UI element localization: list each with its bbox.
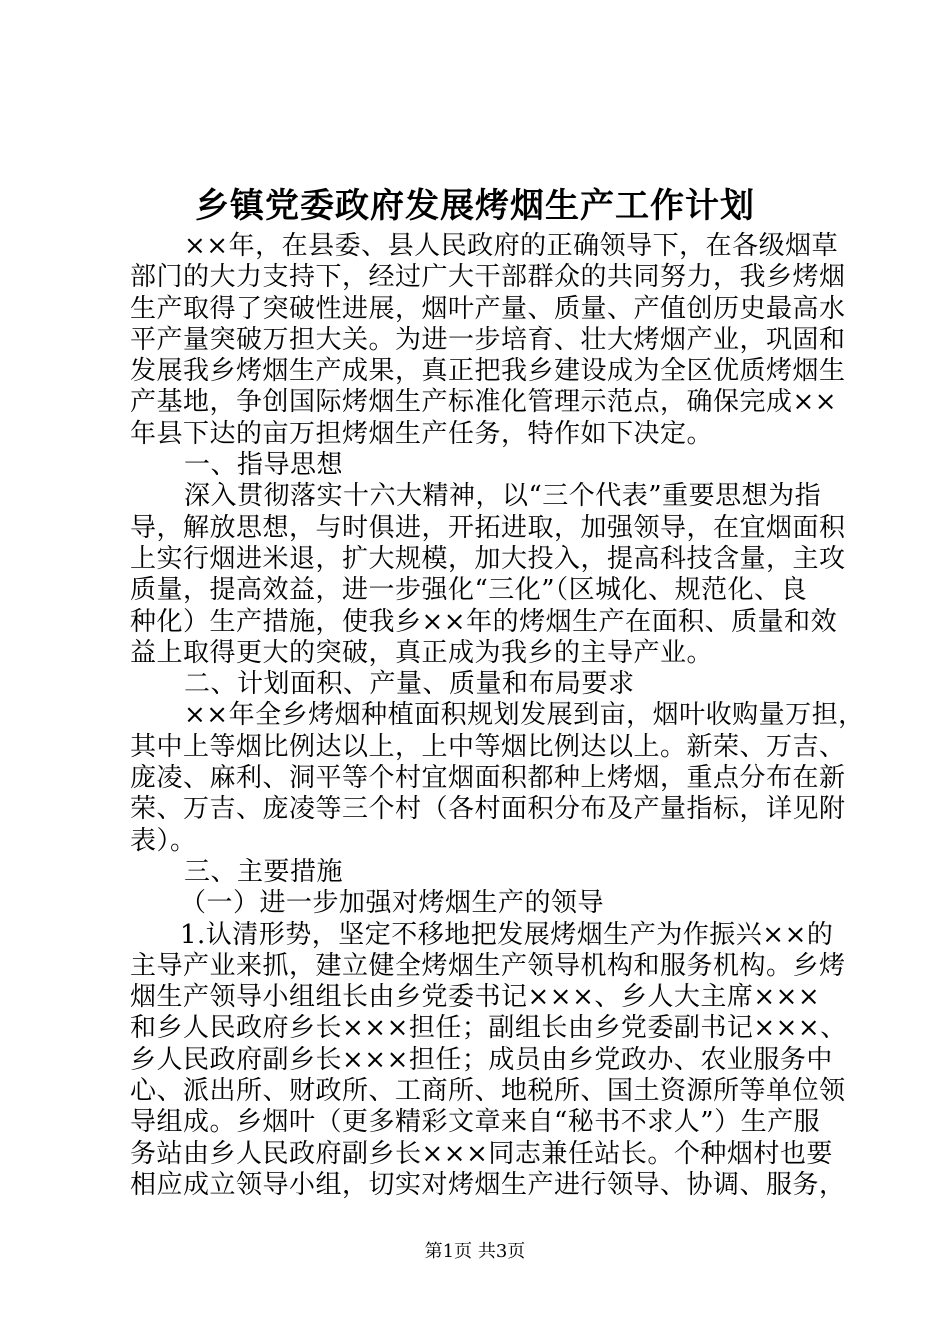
paragraph-line: 表）。 <box>130 825 197 856</box>
paragraph-line: 庞凌、麻利、洞平等个村宜烟面积都种上烤烟，重点分布在新 <box>130 763 846 794</box>
paragraph-line: 部门的大力支持下，经过广大干部群众的共同努力，我乡烤烟 <box>130 262 846 293</box>
paragraph-line: 烟生产领导小组组长由乡党委书记×××、乡人大主席××× <box>130 982 821 1013</box>
paragraph-line: 和乡人民政府乡长×××担任；副组长由乡党委副书记×××、 <box>130 1013 847 1044</box>
section-heading: 三、主要措施 <box>184 856 344 887</box>
section-heading: 二、计划面积、产量、质量和布局要求 <box>184 669 635 700</box>
paragraph-line: 主导产业来抓，建立健全烤烟生产领导机构和服务机构。乡烤 <box>130 950 846 981</box>
section-heading: 一、指导思想 <box>184 450 344 481</box>
paragraph-line: 务站由乡人民政府副乡长×××同志兼任站长。个种烟村也要 <box>130 1138 833 1169</box>
paragraph-line: 产基地，争创国际烤烟生产标准化管理示范点，确保完成×× <box>130 387 838 418</box>
paragraph-line: 种化）生产措施，使我乡××年的烤烟生产在面积、质量和效 <box>130 606 838 637</box>
paragraph-line: ××年，在县委、县人民政府的正确领导下，在各级烟草 <box>184 231 839 261</box>
paragraph-line: 深入贯彻落实十六大精神，以“三个代表”重要思想为指 <box>184 481 822 512</box>
paragraph-line: 益上取得更大的突破，真正成为我乡的主导产业。 <box>130 637 714 668</box>
subsection-heading: （一）进一步加强对烤烟生产的领导 <box>180 888 605 919</box>
document-body <box>130 231 865 1201</box>
paragraph-line: 导，解放思想，与时俱进，开拓进取，加强领导，在宜烟面积 <box>130 512 846 543</box>
paragraph-line: 质量，提高效益，进一步强化“三化”（区城化、规范化、良 <box>130 575 808 606</box>
paragraph-line: 乡人民政府副乡长×××担任；成员由乡党政办、农业服务中 <box>130 1044 833 1075</box>
paragraph-line: 心、派出所、财政所、工商所、地税所、国土资源所等单位领 <box>130 1076 846 1107</box>
page-footer: 第1页 共3页 <box>424 1241 526 1262</box>
paragraph-line: 发展我乡烤烟生产成果，真正把我乡建设成为全区优质烤烟生 <box>130 356 846 387</box>
document-title: 乡镇党委政府发展烤烟生产工作计划 <box>195 186 755 226</box>
paragraph-line: 其中上等烟比例达以上，上中等烟比例达以上。新荣、万吉、 <box>130 731 846 762</box>
paragraph-line: 1.认清形势，坚定不移地把发展烤烟生产为作振兴××的 <box>180 919 834 950</box>
paragraph-line: 平产量突破万担大关。为进一步培育、壮大烤烟产业，巩固和 <box>130 324 846 355</box>
paragraph-line: 荣、万吉、庞凌等三个村（各村面积分布及产量指标，详见附 <box>130 794 846 825</box>
paragraph-line: 导组成。乡烟叶（更多精彩文章来自“秘书不求人”）生产服 <box>130 1107 821 1138</box>
paragraph-line: 年县下达的亩万担烤烟生产任务，特作如下决定。 <box>130 418 714 449</box>
paragraph-line: ××年全乡烤烟种植面积规划发展到亩，烟叶收购量万担， <box>184 700 865 731</box>
paragraph-line: 上实行烟进米退，扩大规模，加大投入，提高科技含量，主攻 <box>130 543 846 574</box>
paragraph-line: 生产取得了突破性进展，烟叶产量、质量、产值创历史最高水 <box>130 293 846 324</box>
paragraph-line: 相应成立领导小组，切实对烤烟生产进行领导、协调、服务， <box>130 1169 846 1200</box>
